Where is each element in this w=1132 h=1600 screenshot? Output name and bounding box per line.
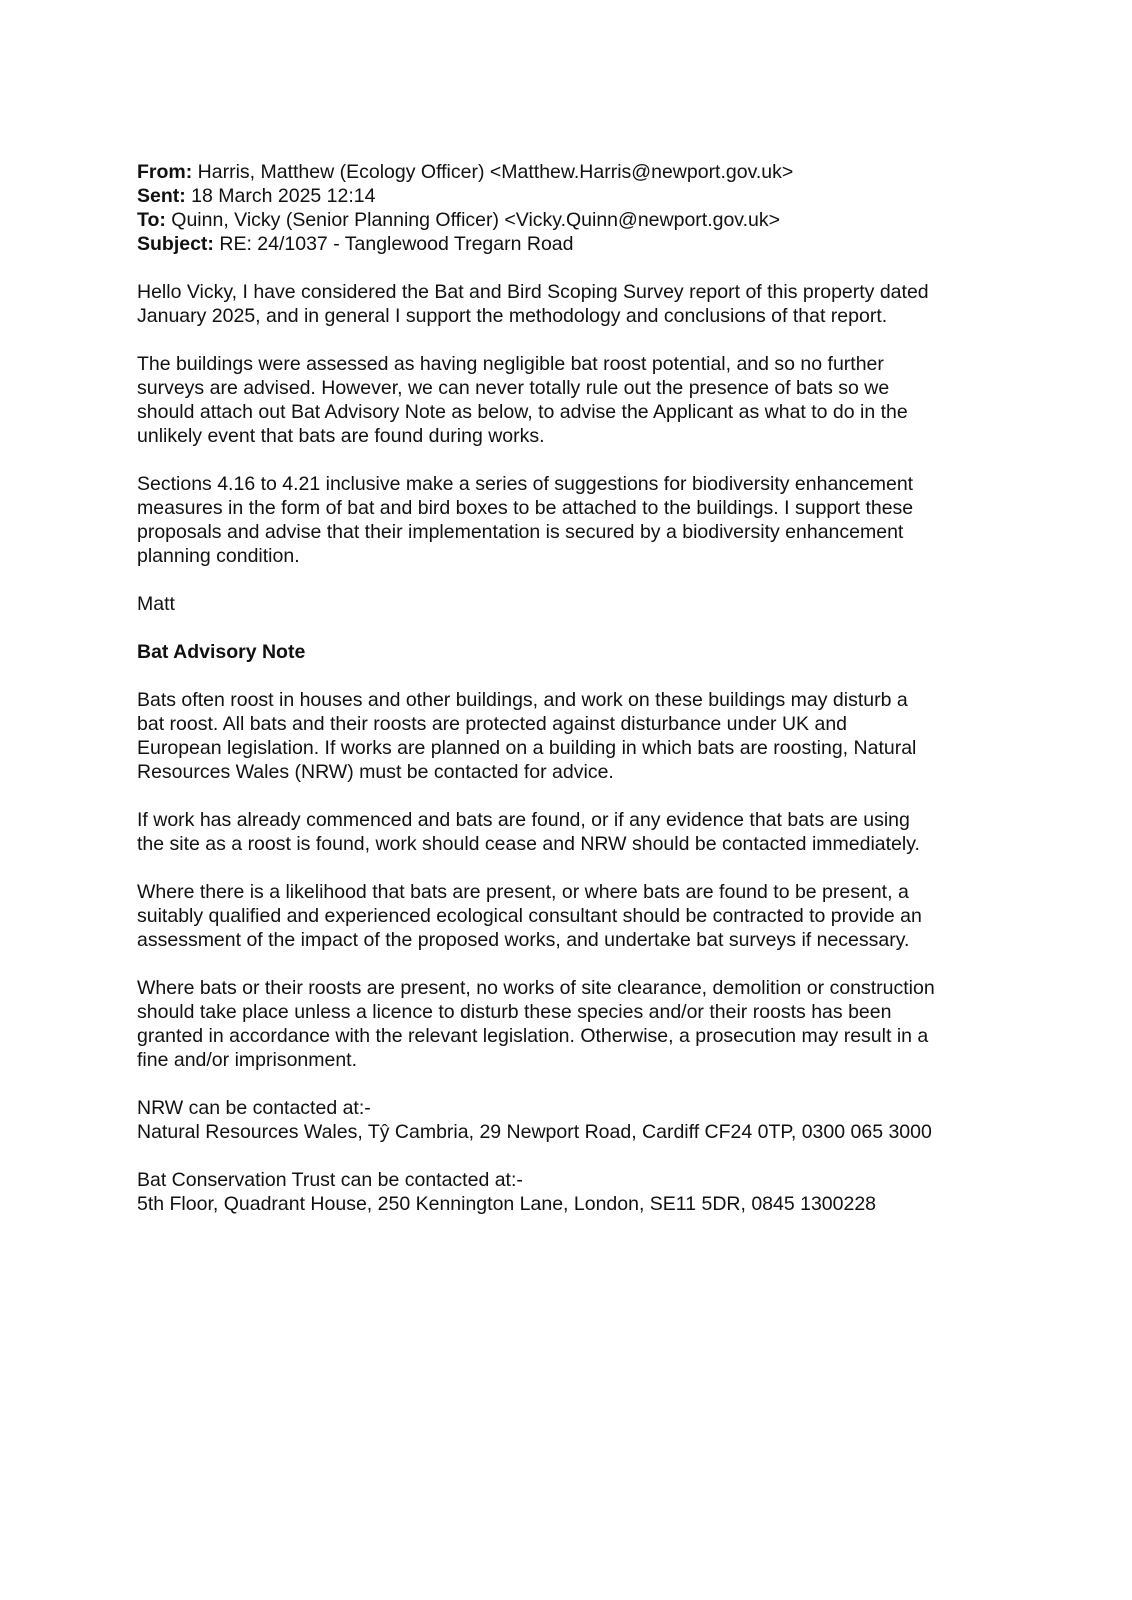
to-label: To: <box>137 209 166 231</box>
from-value: Harris, Matthew (Ecology Officer) <Matthew.Harris@newport.gov.uk> <box>197 161 794 183</box>
bct-address: 5th Floor, Quadrant House, 250 Kennington Lane, London, SE11 5DR, 0845 1300228 <box>137 1193 877 1215</box>
subject-value: RE: 24/1037 - Tanglewood Tregarn Road <box>219 233 574 255</box>
sent-line <box>137 184 1017 208</box>
signoff: Matt <box>137 593 175 615</box>
nrw-intro: NRW can be contacted at:- <box>137 1097 371 1119</box>
from-line <box>137 160 1017 184</box>
email-header <box>137 160 1017 256</box>
body-paragraph-2: The buildings were assessed as having negligible bat roost potential, and so no further surveys are advised. However, we can never totally rule out the presence of bats so we should attach out Bat Advisory Note as below, to advise the Applicant as what to do in the unlikely event that bats are found during works. <box>137 353 908 447</box>
bct-contact <box>137 1168 1017 1216</box>
subject-label: Subject: <box>137 233 214 255</box>
nrw-address: Natural Resources Wales, Tŷ Cambria, 29 Newport Road, Cardiff CF24 0TP, 0300 065 3000 <box>137 1121 932 1143</box>
from-label: From: <box>137 161 193 183</box>
nrw-contact <box>137 1096 1017 1144</box>
body-paragraph-3: Sections 4.16 to 4.21 inclusive make a series of suggestions for biodiversity enhancement measures in the form of bat and bird boxes to be attached to the buildings. I support these proposals and advise that their implementation is secured by a biodiversity enhancement planning condition. <box>137 473 914 567</box>
advisory-paragraph-1: Bats often roost in houses and other buildings, and work on these buildings may disturb a bat roost. All bats and their roosts are protected against disturbance under UK and European legislation. If works are planned on a building in which bats are roosting, Natural Resources Wales (NRW) must be contacted for advice. <box>137 689 917 783</box>
email-document <box>137 160 1017 1240</box>
advisory-paragraph-3: Where there is a likelihood that bats are present, or where bats are found to be present, a suitably qualified and experienced ecological consultant should be contracted to provide an assessment of the impact of the proposed works, and undertake bat surveys if necessary. <box>137 881 922 951</box>
advisory-paragraph-4: Where bats or their roosts are present, no works of site clearance, demolition or construction should take place unless a licence to disturb these species and/or their roosts has been granted in accordance with the relevant legislation. Otherwise, a prosecution may result in a fine and/or imprisonment. <box>137 977 935 1071</box>
advisory-heading: Bat Advisory Note <box>137 641 306 663</box>
bct-intro: Bat Conservation Trust can be contacted at:- <box>137 1169 523 1191</box>
to-line <box>137 208 1017 232</box>
subject-line <box>137 232 1017 256</box>
advisory-paragraph-2: If work has already commenced and bats are found, or if any evidence that bats are using the site as a roost is found, work should cease and NRW should be contacted immediately. <box>137 809 920 855</box>
body-paragraph-1: Hello Vicky, I have considered the Bat and Bird Scoping Survey report of this property dated January 2025, and in general I support the methodology and conclusions of that report. <box>137 281 929 327</box>
to-value: Quinn, Vicky (Senior Planning Officer) <Vicky.Quinn@newport.gov.uk> <box>171 209 781 231</box>
sent-label: Sent: <box>137 185 186 207</box>
sent-value: 18 March 2025 12:14 <box>191 185 376 207</box>
